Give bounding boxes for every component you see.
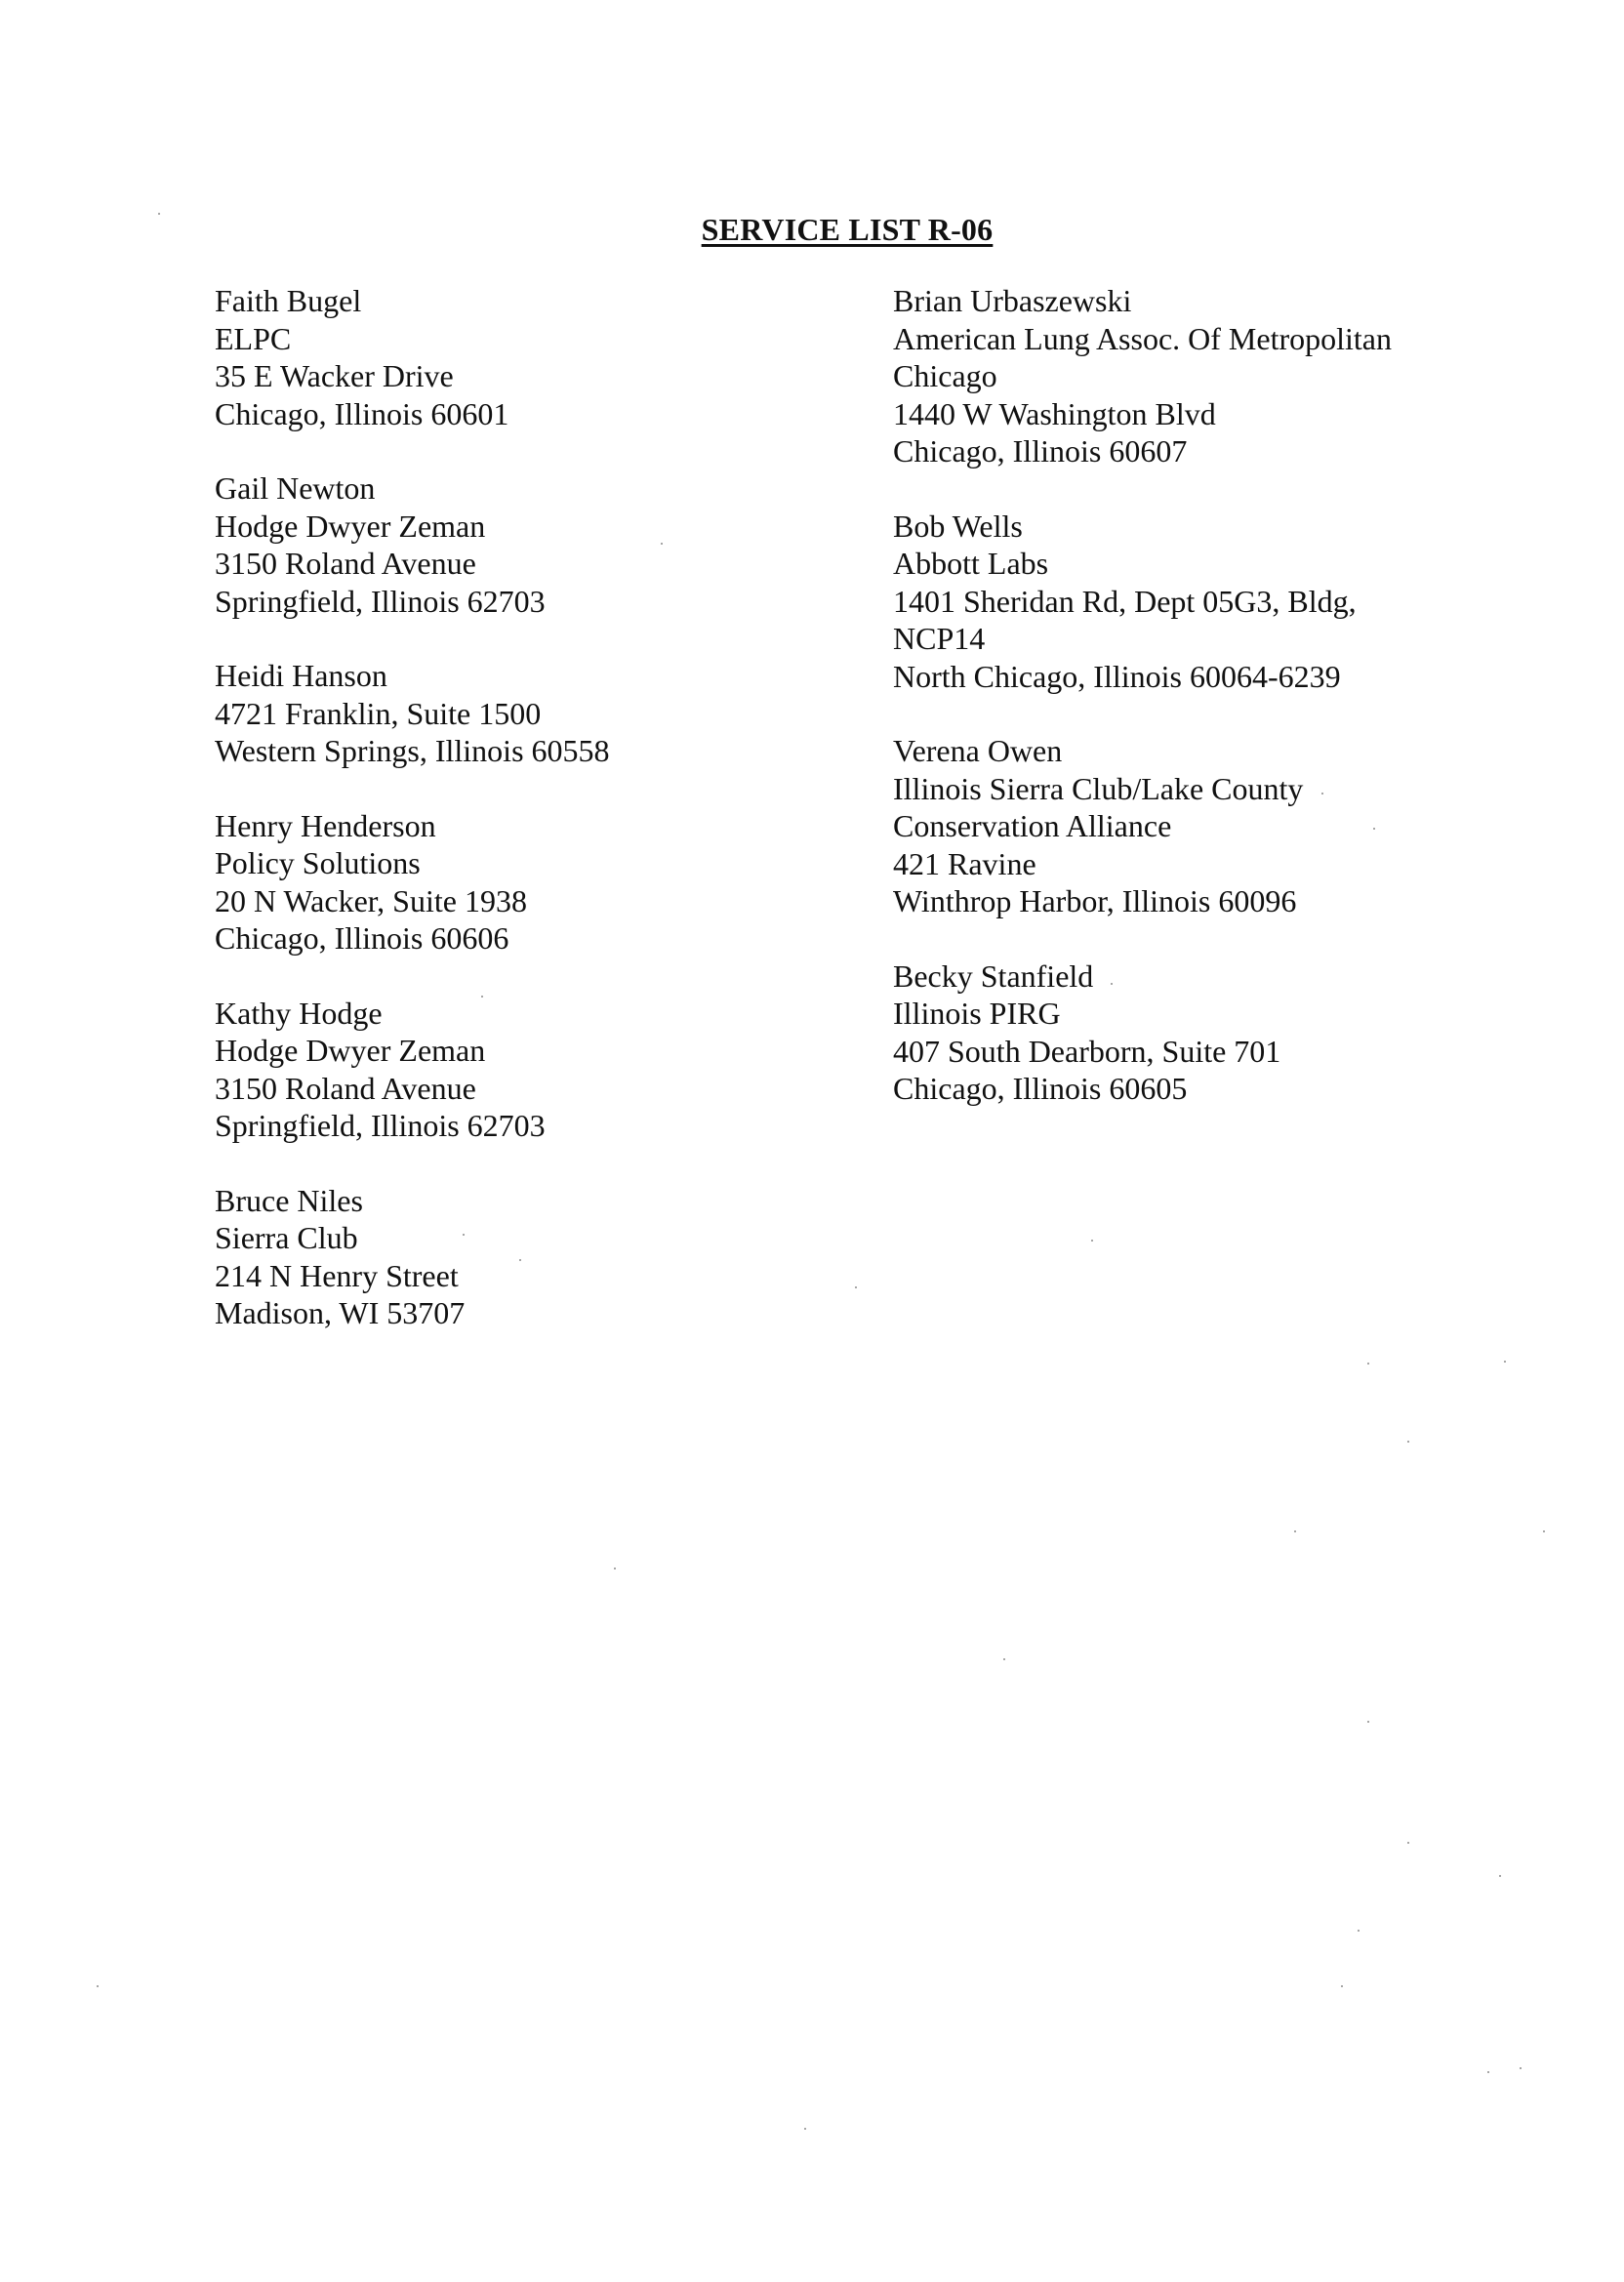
address-entry bbox=[215, 807, 839, 958]
address-line: ELPC bbox=[215, 320, 292, 356]
scan-speck bbox=[804, 2128, 806, 2130]
recipient-name: Faith Bugel bbox=[215, 283, 362, 318]
address-entry bbox=[215, 1182, 839, 1332]
scan-speck bbox=[1358, 1930, 1360, 1932]
address-entry bbox=[215, 657, 839, 770]
address-line: Sierra Club bbox=[215, 1220, 358, 1255]
address-line: Chicago, Illinois 60607 bbox=[893, 433, 1188, 469]
scan-speck bbox=[1407, 1441, 1409, 1443]
address-line: Western Springs, Illinois 60558 bbox=[215, 733, 610, 768]
address-line: Chicago, Illinois 60601 bbox=[215, 395, 509, 431]
address-line: 20 N Wacker, Suite 1938 bbox=[215, 882, 527, 918]
recipient-name: Bob Wells bbox=[893, 508, 1023, 544]
address-entry bbox=[215, 469, 839, 620]
scan-speck bbox=[661, 543, 663, 545]
scan-speck bbox=[1520, 2067, 1522, 2069]
address-line: Policy Solutions bbox=[215, 845, 421, 880]
recipient-name: Henry Henderson bbox=[215, 807, 436, 843]
scan-speck bbox=[1487, 2071, 1489, 2073]
address-line: Chicago bbox=[893, 358, 997, 393]
scan-speck bbox=[614, 1568, 616, 1569]
address-line: 35 E Wacker Drive bbox=[215, 358, 454, 393]
recipient-name: Kathy Hodge bbox=[215, 995, 383, 1031]
address-line: Springfield, Illinois 62703 bbox=[215, 1108, 546, 1143]
address-line: 1401 Sheridan Rd, Dept 05G3, Bldg, bbox=[893, 583, 1357, 619]
scan-speck bbox=[1111, 983, 1113, 985]
address-line: 407 South Dearborn, Suite 701 bbox=[893, 1033, 1281, 1069]
address-line: Madison, WI 53707 bbox=[215, 1295, 466, 1330]
scan-speck bbox=[1543, 1530, 1545, 1532]
address-entry bbox=[215, 995, 839, 1145]
scan-speck bbox=[519, 1259, 521, 1261]
address-line: Winthrop Harbor, Illinois 60096 bbox=[893, 883, 1297, 918]
recipient-name: Gail Newton bbox=[215, 470, 376, 506]
recipient-name: Heidi Hanson bbox=[215, 658, 387, 693]
scan-speck bbox=[1367, 1721, 1369, 1723]
scan-speck bbox=[463, 1234, 465, 1236]
recipient-name: Verena Owen bbox=[893, 733, 1063, 768]
address-line: Conservation Alliance bbox=[893, 808, 1172, 843]
address-line: 3150 Roland Avenue bbox=[215, 546, 476, 581]
scan-speck bbox=[1321, 793, 1323, 795]
address-line: Chicago, Illinois 60606 bbox=[215, 920, 509, 956]
address-entry bbox=[893, 508, 1576, 696]
address-line: American Lung Assoc. Of Metropolitan bbox=[893, 320, 1392, 356]
address-line: Hodge Dwyer Zeman bbox=[215, 1033, 486, 1068]
scan-speck bbox=[1499, 1875, 1501, 1877]
left-address-column bbox=[215, 282, 839, 1369]
address-entry bbox=[215, 282, 839, 432]
scan-speck bbox=[1367, 1363, 1369, 1365]
scan-speck bbox=[1504, 1361, 1506, 1363]
scan-speck bbox=[1373, 828, 1375, 830]
scan-speck bbox=[1294, 1530, 1296, 1532]
address-line: NCP14 bbox=[893, 621, 986, 656]
recipient-name: Brian Urbaszewski bbox=[893, 283, 1132, 318]
scan-speck bbox=[1407, 1842, 1409, 1844]
address-line: 421 Ravine bbox=[893, 845, 1036, 881]
address-entry bbox=[893, 958, 1576, 1108]
address-line: Chicago, Illinois 60605 bbox=[893, 1071, 1188, 1106]
address-line: Springfield, Illinois 62703 bbox=[215, 583, 546, 619]
page-title: SERVICE LIST R-06 bbox=[701, 212, 994, 247]
address-line: North Chicago, Illinois 60064-6239 bbox=[893, 658, 1341, 694]
right-address-column bbox=[893, 282, 1576, 1145]
scan-speck bbox=[855, 1286, 857, 1288]
recipient-name: Becky Stanfield bbox=[893, 958, 1094, 994]
address-entry bbox=[893, 732, 1576, 920]
address-line: Abbott Labs bbox=[893, 546, 1049, 581]
recipient-name: Bruce Niles bbox=[215, 1182, 363, 1218]
scan-speck bbox=[1341, 1985, 1343, 1987]
address-line: 1440 W Washington Blvd bbox=[893, 395, 1216, 431]
scan-speck bbox=[1091, 1240, 1093, 1242]
scan-speck bbox=[481, 996, 483, 998]
address-line: Illinois PIRG bbox=[893, 996, 1061, 1031]
address-line: 3150 Roland Avenue bbox=[215, 1070, 476, 1106]
address-line: Illinois Sierra Club/Lake County bbox=[893, 770, 1304, 806]
scan-speck bbox=[97, 1985, 99, 1987]
scan-speck bbox=[158, 213, 160, 215]
address-line: 214 N Henry Street bbox=[215, 1257, 459, 1293]
address-line: 4721 Franklin, Suite 1500 bbox=[215, 695, 542, 731]
address-line: Hodge Dwyer Zeman bbox=[215, 508, 486, 544]
address-entry bbox=[893, 282, 1576, 470]
scan-speck bbox=[1003, 1658, 1005, 1660]
